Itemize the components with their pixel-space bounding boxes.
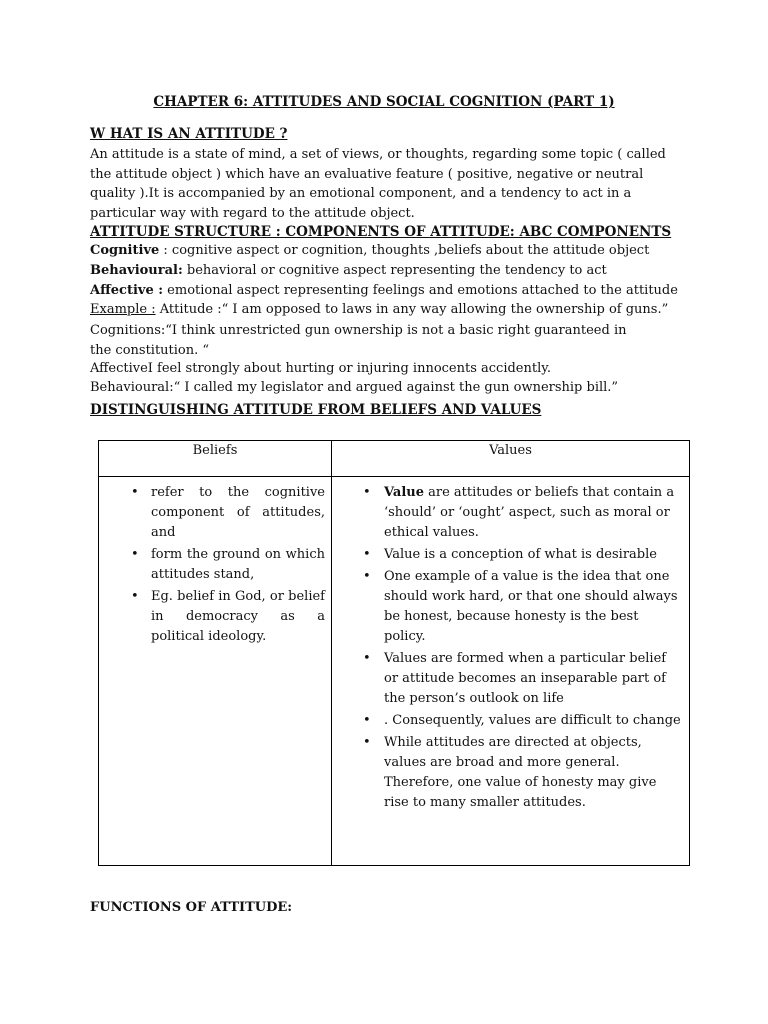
functions-heading: FUNCTIONS OF ATTITUDE: bbox=[90, 900, 293, 915]
beliefs-header: Beliefs bbox=[99, 441, 332, 477]
list-item: • One example of a value is the idea that one should work hard, or that one should always be honest, because honesty is the best policy. bbox=[332, 567, 689, 647]
list-item: • Value is a conception of what is desirable bbox=[332, 545, 689, 565]
list-item: • . Consequently, values are difficult to change bbox=[332, 711, 689, 731]
example-label: Example : bbox=[90, 302, 156, 317]
component-behavioural bbox=[90, 263, 607, 278]
list-item: • Eg. belief in God, or belief in democracy as a political ideology. bbox=[99, 587, 331, 647]
example-attitude bbox=[90, 302, 668, 317]
values-header: Values bbox=[332, 441, 690, 477]
example-text: Attitude :“ I am opposed to laws in any way allowing the ownership of guns.” bbox=[155, 302, 669, 317]
component-cognitive bbox=[90, 243, 649, 258]
component-term: Behavioural: bbox=[90, 263, 183, 278]
list-item: • refer to the cognitive component of attitudes, and bbox=[99, 483, 331, 543]
example-cognitions: Cognitions:“I think unrestricted gun ownership is not a basic right guaranteed in the constitution. “ bbox=[90, 323, 627, 358]
values-cell bbox=[332, 477, 690, 866]
list-item: • form the ground on which attitudes stand, bbox=[99, 545, 331, 585]
component-term: Affective : bbox=[90, 283, 164, 298]
list-item bbox=[332, 483, 689, 543]
values-list bbox=[332, 483, 689, 813]
chapter-title: CHAPTER 6: ATTITUDES AND SOCIAL COGNITION (PART 1) bbox=[153, 94, 615, 110]
value-term: Value bbox=[384, 485, 424, 500]
distinguishing-heading: DISTINGUISHING ATTITUDE FROM BELIEFS AND VALUES bbox=[90, 402, 542, 418]
example-affective: AffectiveI feel strongly about hurting or injuring innocents accidently. bbox=[90, 361, 552, 376]
table-header-row bbox=[99, 441, 690, 477]
attitude-definition: An attitude is a state of mind, a set of views, or thoughts, regarding some topic ( called the attitude object ) which have an evaluative feature ( positive, negative or neutral quality ).It is accompanied by an emotional component, and a tendency to act in a particular way with regard to the attitude object. bbox=[90, 147, 666, 221]
component-text: : cognitive aspect or cognition, thoughts ,beliefs about the attitude object bbox=[159, 243, 650, 258]
component-term: Cognitive bbox=[90, 243, 160, 258]
beliefs-cell bbox=[99, 477, 332, 866]
table-row bbox=[99, 477, 690, 866]
example-behavioural: Behavioural:“ I called my legislator and argued against the gun ownership bill.” bbox=[90, 380, 619, 395]
attitude-structure-heading: ATTITUDE STRUCTURE : COMPONENTS OF ATTITUDE: ABC COMPONENTS bbox=[90, 224, 672, 240]
list-item: • Values are formed when a particular belief or attitude becomes an inseparable part of the person’s outlook on life bbox=[332, 649, 689, 709]
component-text: emotional aspect representing feelings and emotions attached to the attitude bbox=[163, 283, 678, 298]
what-is-attitude-heading: W HAT IS AN ATTITUDE ? bbox=[90, 126, 288, 142]
beliefs-values-table bbox=[98, 440, 690, 866]
beliefs-list bbox=[99, 483, 331, 647]
list-item: • While attitudes are directed at objects, values are broad and more general. Therefore, one value of honesty may give rise to many smaller attitudes. bbox=[332, 733, 689, 813]
component-affective bbox=[90, 283, 678, 298]
value-definition: are attitudes or beliefs that contain a ‘should’ or ‘ought’ aspect, such as moral or ethical values. bbox=[384, 485, 675, 540]
component-text: behavioral or cognitive aspect representing the tendency to act bbox=[182, 263, 607, 278]
